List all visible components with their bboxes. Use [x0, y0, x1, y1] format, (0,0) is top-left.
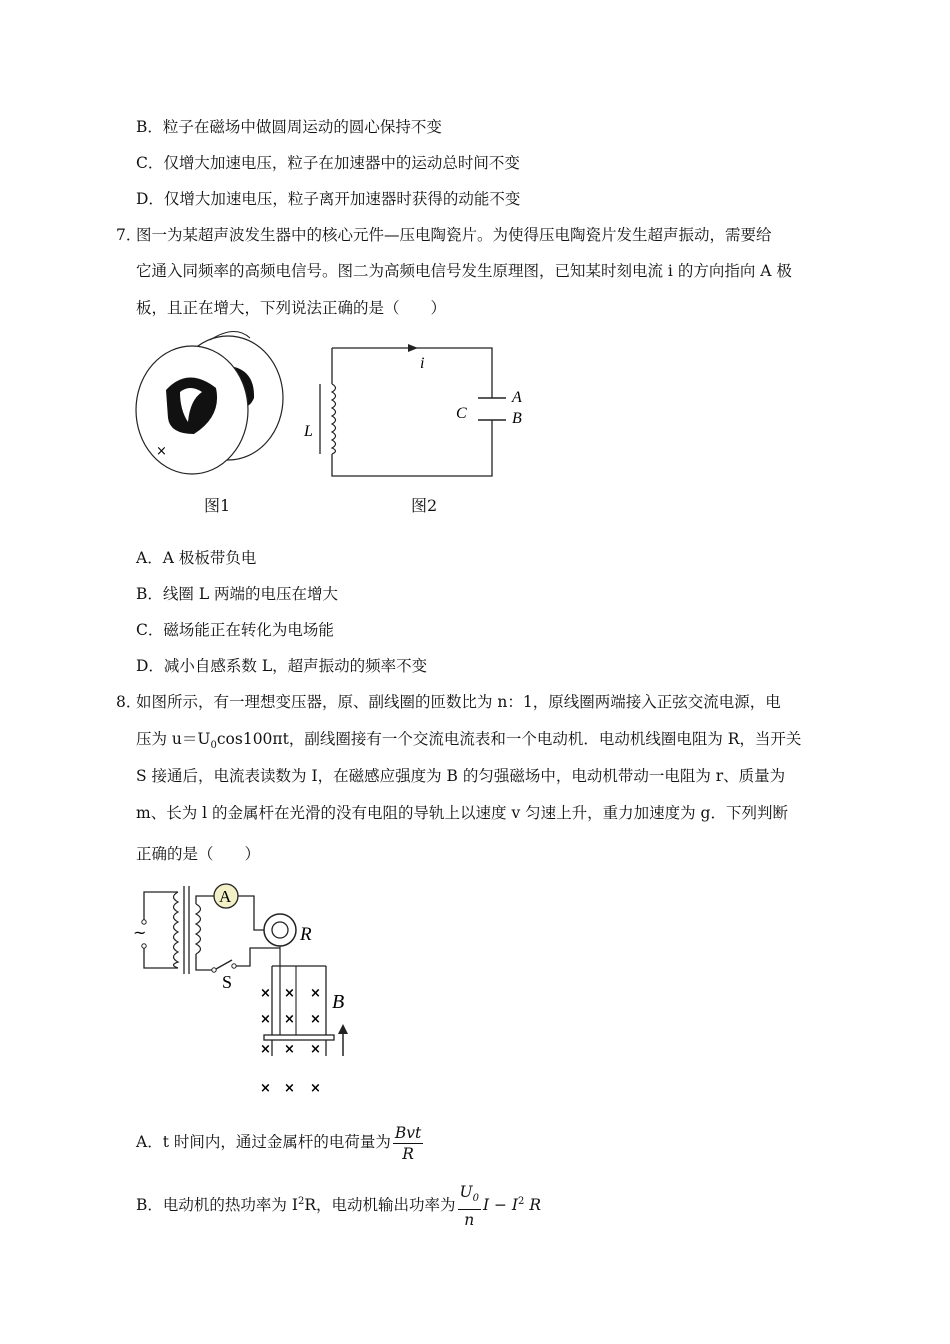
q8-stem-line3: S 接通后，电流表读数为 I，在磁感应强度为 B 的匀强磁场中，电动机带动一电阻为 r、质量为	[136, 767, 786, 785]
q8-option-a-fraction: $\frac{\text{Bvt}}{R}$	[394, 1123, 422, 1163]
q7-option-b: B．线圈 L 两端的电压在增大	[136, 585, 339, 603]
inductor-label: L	[304, 423, 313, 440]
svg-text:×: ×	[284, 1081, 295, 1096]
svg-text:×: ×	[310, 1081, 321, 1096]
svg-text:×: ×	[284, 1042, 295, 1057]
q7-number: 7．	[116, 226, 142, 244]
current-label: i	[420, 355, 425, 372]
q7-stem-line3: 板，且正在增大，下列说法正确的是（ ）	[136, 299, 447, 317]
disc-mark: ×	[156, 444, 167, 459]
secondary-coil	[196, 904, 201, 954]
ammeter-label: A	[219, 887, 232, 906]
plate-a-label: A	[512, 389, 522, 406]
field-label: B	[332, 991, 345, 1013]
magnetic-field-crosses	[260, 986, 321, 1096]
q6-option-d: D．仅增大加速电压，粒子离开加速器时获得的动能不变	[136, 190, 521, 208]
q8-option-a: A．t 时间内，通过金属杆的电荷量为 $\frac{\text{Bvt}}{R}$	[136, 1123, 422, 1163]
switch-label: S	[222, 972, 233, 992]
q7-option-d: D．减小自感系数 L，超声振动的频率不变	[136, 657, 428, 675]
q8-stem-line2: 压为 $u=U_0\cos 100\pi t$，副线圈接有一个交流电流表和一个电动机．电动机线圈电阻为 R，当开关	[136, 730, 802, 752]
q7-figure2-caption: 图2	[411, 496, 438, 515]
q7-figure1-caption: 图1	[204, 496, 231, 515]
q7-stem-line2: 它通入同频率的高频电信号。图二为高频电信号发生原理图，已知某时刻电流 i 的方向指向 A 极	[136, 262, 792, 280]
q7-option-c: C．磁场能正在转化为电场能	[136, 621, 334, 639]
capacitor-label: C	[456, 405, 467, 422]
svg-text:×: ×	[260, 986, 271, 1001]
q7-stem-line1: 图一为某超声波发生器中的核心元件—压电陶瓷片。为使得压电陶瓷片发生超声振动，需要给	[136, 226, 772, 244]
svg-text:×: ×	[310, 1042, 321, 1057]
q7-figure1-piezo-discs	[130, 330, 290, 480]
svg-text:×: ×	[260, 1012, 271, 1027]
q7-option-a: A．A 极板带负电	[136, 549, 257, 567]
switch-blade	[216, 960, 232, 969]
q8-stem-line5: 正确的是（ ）	[136, 845, 261, 863]
svg-text:×: ×	[284, 1012, 295, 1027]
svg-text:×: ×	[260, 1081, 271, 1096]
q8-figure-transformer-motor	[130, 878, 360, 1098]
q8-number: 8．	[116, 693, 142, 711]
svg-text:×: ×	[310, 1012, 321, 1027]
metal-rod	[264, 1035, 334, 1040]
plate-b-label: B	[512, 410, 522, 427]
q8-stem-line1: 如图所示，有一理想变压器，原、副线圈的匝数比为 n：1，原线圈两端接入正弦交流电源，电	[136, 693, 781, 711]
primary-coil	[174, 892, 179, 968]
q6-option-b: B．粒子在磁场中做圆周运动的圆心保持不变	[136, 118, 442, 136]
current-arrow	[408, 344, 418, 352]
q8-stem-line4: m、长为 l 的金属杆在光滑的没有电阻的导轨上以速度 v 匀速上升，重力加速度为 g．下列判断	[136, 804, 788, 822]
motor-label: R	[300, 924, 312, 945]
q8-option-b-fraction: $\frac{U_0}{n}$	[459, 1183, 479, 1230]
svg-text:×: ×	[284, 986, 295, 1001]
ac-source-symbol: ~	[133, 923, 147, 942]
q7-figure2-lc-circuit	[300, 340, 540, 490]
q6-option-c: C．仅增大加速电压，粒子在加速器中的运动总时间不变	[136, 154, 520, 172]
svg-text:×: ×	[260, 1042, 271, 1057]
svg-text:×: ×	[310, 986, 321, 1001]
q8-option-b: B．电动机的热功率为 $I^2R$，电动机输出功率为 $\frac{U_0}{n}$ $I - I^2$ R	[136, 1183, 542, 1230]
